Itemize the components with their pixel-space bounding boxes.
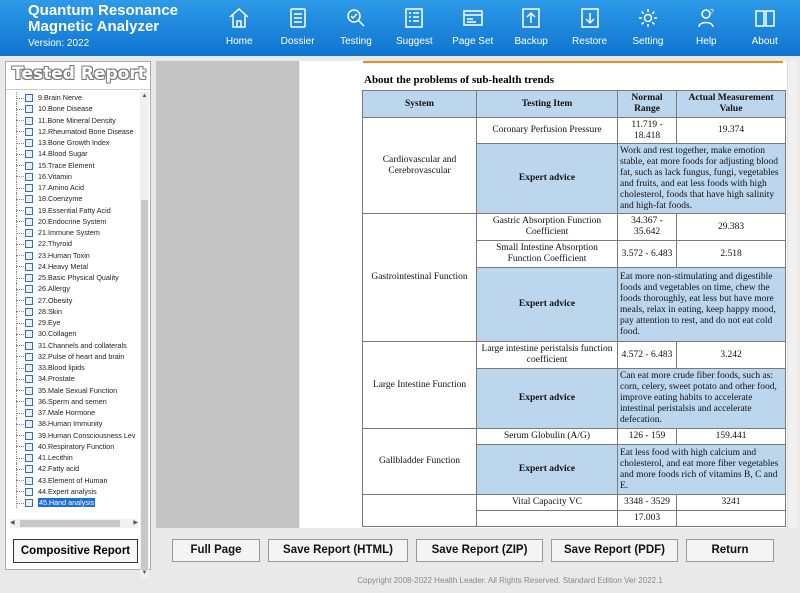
tree-item[interactable]: [10, 250, 140, 261]
tree-horizontal-scrollbar[interactable]: [10, 519, 138, 528]
scroll-down-icon[interactable]: ▼: [141, 570, 148, 576]
document-icon: [25, 117, 33, 125]
tree-connector: [16, 323, 24, 324]
tree-item-label: 43.Element of Human: [38, 475, 108, 485]
value-cell: 159.441: [677, 429, 786, 445]
nav-testing[interactable]: [327, 0, 385, 56]
full-page-button[interactable]: Full Page: [172, 539, 260, 562]
tree-item[interactable]: [10, 475, 140, 486]
tree-item[interactable]: [10, 92, 140, 103]
tree-item-label: 45.Hand analysis: [39, 498, 95, 507]
expert-advice-label: Expert advice: [477, 268, 618, 342]
table-row: [363, 429, 786, 445]
tree-item[interactable]: [10, 115, 140, 126]
document-icon: [25, 150, 33, 158]
tree-item[interactable]: [10, 306, 140, 317]
tree-connector: [16, 233, 24, 234]
range-cell: 17.003: [618, 511, 677, 527]
tree-connector: [16, 199, 24, 200]
tree-connector: [16, 221, 24, 222]
tree-item[interactable]: [10, 272, 140, 283]
system-cell: Large Intestine Function: [363, 342, 477, 429]
tree-item-label: 32.Pulse of heart and brain: [38, 351, 125, 361]
document-icon: [25, 330, 33, 338]
nav-suggest-label: Suggest: [396, 36, 433, 47]
item-cell: Small Intestine Absorption Function Coefficient: [477, 241, 618, 268]
tree-item-label: 41.Lecithin: [38, 453, 73, 462]
document-icon: [25, 342, 33, 350]
tree-item[interactable]: [10, 283, 140, 294]
nav-dossier[interactable]: [268, 0, 326, 56]
tree-item-label: 18.Coenzyme: [38, 194, 83, 204]
system-cell: Gastrointestinal Function: [363, 214, 477, 342]
report-title: About the problems of sub-health trends: [364, 74, 554, 86]
tree-connector: [16, 120, 24, 121]
tree-connector: [16, 379, 24, 380]
tree-item[interactable]: [10, 340, 140, 351]
tree-item[interactable]: [10, 295, 140, 306]
tree-item[interactable]: [10, 463, 140, 474]
table-row: [363, 342, 786, 369]
item-cell: Large intestine peristalsis function coefficient: [477, 342, 618, 369]
nav-dossier-label: Dossier: [280, 36, 315, 47]
tree-item[interactable]: [10, 238, 140, 249]
document-icon: [25, 364, 33, 372]
value-cell: 19.374: [677, 118, 786, 144]
copyright: Copyright 2008-2022 Health Leader. All Rights Reserved. Standard Edition Ver 2022.1: [357, 576, 663, 585]
tree-item-label: 37.Male Hormone: [38, 408, 96, 417]
document-icon: [25, 252, 33, 260]
app-title-line2: Magnetic Analyzer: [28, 18, 160, 35]
range-cell: 126 - 159: [618, 429, 677, 445]
tree-connector: [16, 446, 24, 447]
restore-icon: [578, 6, 602, 30]
tree-item[interactable]: [10, 137, 140, 148]
tree-item-label: 31.Channels and collaterals: [38, 340, 127, 350]
report-table: [362, 90, 786, 527]
value-cell: 3.242: [677, 342, 786, 369]
expert-advice-label: Expert advice: [477, 144, 618, 214]
main-nav: [210, 0, 794, 56]
nav-restore[interactable]: [560, 0, 618, 56]
tree-connector: [16, 266, 24, 267]
document-icon: [25, 319, 33, 327]
system-cell: Gallbladder Function: [363, 429, 477, 495]
nav-about[interactable]: [736, 0, 794, 56]
nav-setting-label: Setting: [632, 36, 664, 47]
tree-connector: [16, 109, 24, 110]
tree-connector: [16, 278, 24, 279]
tree-connector: [16, 491, 24, 492]
tree-item[interactable]: [10, 182, 140, 193]
tree-connector: [16, 356, 24, 357]
item-cell: Coronary Perfusion Pressure: [477, 118, 618, 144]
tree-item[interactable]: [10, 486, 140, 497]
range-cell: 3348 - 3529: [618, 495, 677, 511]
scroll-thumb[interactable]: [141, 200, 148, 570]
tree-item-label: 23.Human Toxin: [38, 250, 90, 260]
tree-item-label: 29.Eye: [38, 318, 61, 327]
tree-item-label: 9.Brain Nerve: [38, 93, 82, 102]
header-actual-value: Actual Measurement Value: [677, 91, 786, 118]
tree-item[interactable]: [10, 351, 140, 362]
tree-item[interactable]: [10, 148, 140, 159]
value-cell: 3241: [677, 495, 786, 511]
tree-item[interactable]: [10, 418, 140, 429]
tree-item-label: 11.Bone Mineral Density: [38, 115, 116, 125]
tree-item-label: 36.Sperm and semen: [38, 396, 107, 406]
nav-page-set-label: Page Set: [452, 36, 494, 47]
nav-help-label: Help: [696, 36, 717, 47]
document-icon: [25, 308, 33, 316]
document-icon: [25, 184, 33, 192]
document-icon: [25, 477, 33, 485]
app-title-line1: Quantum Resonance: [28, 2, 179, 19]
tree-item[interactable]: [10, 227, 140, 238]
tree-connector: [16, 255, 24, 256]
compositive-report-button[interactable]: Compositive Report: [13, 539, 138, 563]
nav-testing-label: Testing: [340, 36, 372, 47]
expert-advice-text: Can eat more crude fiber foods, such as: corn, celery, sweet potato and other food, improve eating habits to accelerate intestinal peristalsis and accelerate defecation.: [618, 369, 786, 429]
suggest-icon: [402, 6, 426, 30]
return-button[interactable]: Return: [686, 539, 774, 562]
save-html-button[interactable]: Save Report (HTML): [268, 539, 408, 562]
tree-connector: [16, 210, 24, 211]
document-icon: [25, 263, 33, 271]
nav-suggest[interactable]: [385, 0, 443, 56]
nav-backup[interactable]: [502, 0, 560, 56]
table-row: [363, 214, 786, 241]
table-header-row: [363, 91, 786, 118]
save-zip-button[interactable]: Save Report (ZIP): [416, 539, 543, 562]
scroll-left-icon[interactable]: ◀: [10, 520, 15, 526]
value-cell: [677, 511, 786, 527]
testing-icon: [344, 6, 368, 30]
value-cell: 29.383: [677, 214, 786, 241]
document-icon: [25, 162, 33, 170]
item-cell: Gastric Absorption Function Coefficient: [477, 214, 618, 241]
document-icon: [25, 207, 33, 215]
tree-item-label: 28.Skin: [38, 306, 62, 316]
item-cell: Vital Capacity VC: [477, 495, 618, 511]
range-cell: 4.572 - 6.483: [618, 342, 677, 369]
nav-restore-label: Restore: [572, 36, 608, 47]
item-cell: [477, 511, 618, 527]
document-icon: [25, 409, 33, 417]
range-cell: 34.367 - 35.642: [618, 214, 677, 241]
document-icon: [25, 274, 33, 282]
tree-item[interactable]: [10, 407, 140, 418]
tree-connector: [16, 368, 24, 369]
nav-help[interactable]: [677, 0, 735, 56]
scroll-up-icon[interactable]: ▲: [141, 93, 148, 99]
table-row: [363, 118, 786, 144]
table-row: [363, 495, 786, 511]
value-cell: 2.518: [677, 241, 786, 268]
document-icon: [25, 398, 33, 406]
tree-item-label: 38.Human Immunity: [38, 419, 103, 429]
tree-item-label: 34.Prostate: [38, 374, 75, 384]
document-icon: [25, 128, 33, 136]
document-icon: [25, 240, 33, 248]
document-icon: [25, 488, 33, 496]
tree-item-label: 15.Trace Element: [38, 160, 95, 170]
document-icon: [25, 454, 33, 462]
document-icon: [25, 432, 33, 440]
tree-item[interactable]: [10, 205, 140, 216]
tree-item-label: 40.Respiratory Function: [38, 441, 115, 451]
tree-connector: [16, 480, 24, 481]
tree-connector: [16, 143, 24, 144]
tree-item-label: 19.Essential Fatty Acid: [38, 205, 111, 215]
tree-item[interactable]: [10, 385, 140, 396]
tree-item-label: 35.Male Sexual Function: [38, 385, 118, 395]
book-icon: [753, 6, 777, 30]
help-icon: [694, 6, 718, 30]
tree-item[interactable]: [10, 261, 140, 272]
tree-item-label: 39.Human Consciousness Lev: [38, 430, 136, 440]
app-header: [0, 0, 800, 56]
report-tree: [10, 92, 140, 578]
tree-item-label: 33.Blood lipids: [38, 363, 85, 372]
expert-advice-label: Expert advice: [477, 445, 618, 495]
tree-item-label: 20.Endocrine System: [38, 216, 107, 226]
tree-item[interactable]: [10, 328, 140, 339]
tree-item-label: 25.Basic Physical Quality: [38, 273, 119, 282]
document-icon: [25, 285, 33, 293]
document-icon: [25, 297, 33, 305]
tree-connector: [16, 424, 24, 425]
tree-item[interactable]: [10, 452, 140, 463]
tree-item-label: 44.Expert analysis: [38, 486, 97, 496]
document-icon: [25, 173, 33, 181]
tree-connector: [16, 300, 24, 301]
tree-item-label: 30.Collagen: [38, 329, 77, 339]
header-normal-range: Normal Range: [618, 91, 677, 118]
tree-connector: [16, 176, 24, 177]
tree-item-label: 24.Heavy Metal: [38, 261, 88, 271]
tree-connector: [16, 503, 24, 504]
tree-connector: [16, 131, 24, 132]
dossier-icon: [286, 6, 310, 30]
tree-connector: [16, 311, 24, 312]
expert-advice-label: Expert advice: [477, 369, 618, 429]
tree-item-label: 26.Allergy: [38, 284, 70, 294]
document-icon: [25, 387, 33, 395]
tree-item-label: 21.Immune System: [38, 228, 100, 237]
tree-item[interactable]: [10, 497, 140, 508]
item-cell: Serum Globulin (A/G): [477, 429, 618, 445]
document-icon: [25, 218, 33, 226]
nav-page-set[interactable]: [444, 0, 502, 56]
save-pdf-button[interactable]: Save Report (PDF): [551, 539, 678, 562]
gear-icon: [636, 6, 660, 30]
tree-item[interactable]: [10, 441, 140, 452]
nav-backup-label: Backup: [514, 36, 548, 47]
header-testing-item: Testing Item: [477, 91, 618, 118]
tree-connector: [16, 98, 24, 99]
home-icon: [227, 6, 251, 30]
tree-connector: [16, 289, 24, 290]
document-icon: [25, 105, 33, 113]
expert-advice-text: Eat more non-stimulating and digestible foods and vegetables on time, chew the foods thoroughly, eat less but have more meals, relax in eating, keep happy mood, pay attention to rest, and do not eat cold food.: [618, 268, 786, 342]
tree-connector: [16, 345, 24, 346]
nav-home-label: Home: [225, 36, 253, 47]
tree-connector: [16, 165, 24, 166]
page-set-icon: [461, 6, 485, 30]
nav-about-label: About: [751, 36, 778, 47]
tree-item[interactable]: [10, 193, 140, 204]
document-icon: [25, 195, 33, 203]
tree-connector: [16, 413, 24, 414]
tree-item[interactable]: [10, 160, 140, 171]
document-icon: [25, 94, 33, 102]
tree-item-label: 13.Bone Growth Index: [38, 138, 110, 147]
title-rule: [363, 61, 783, 63]
tree-connector: [16, 390, 24, 391]
tree-item-label: 22.Thyroid: [38, 239, 72, 249]
tree-item-label: 17.Amino Acid: [38, 183, 84, 192]
document-icon: [25, 420, 33, 428]
tree-connector: [16, 244, 24, 245]
tree-connector: [16, 469, 24, 470]
tree-item[interactable]: [10, 216, 140, 227]
tree-item[interactable]: [10, 317, 140, 328]
backup-icon: [519, 6, 543, 30]
document-icon: [25, 375, 33, 383]
tree-connector: [16, 188, 24, 189]
document-icon: [25, 139, 33, 147]
tree-connector: [16, 458, 24, 459]
tree-item[interactable]: [10, 171, 140, 182]
range-cell: 3.572 - 6.483: [618, 241, 677, 268]
tree-item-label: 14.Blood Sugar: [38, 149, 88, 159]
system-cell: [363, 495, 477, 527]
document-icon: [25, 499, 33, 507]
panel-divider: [6, 89, 150, 90]
tree-item-label: 27.Obesity: [38, 295, 73, 305]
tree-item-label: 16.Vitamin: [38, 171, 72, 181]
document-icon: [25, 465, 33, 473]
tree-item-label: 10.Bone Disease: [38, 104, 93, 114]
app-title: [28, 3, 178, 35]
header-system: System: [363, 91, 477, 118]
tree-item[interactable]: [10, 396, 140, 407]
hscroll-thumb[interactable]: [20, 520, 120, 527]
document-icon: [25, 353, 33, 361]
tree-item-label: 12.Rheumatoid Bone Disease: [38, 126, 134, 136]
tested-report-panel: [5, 61, 151, 576]
range-cell: 11.719 - 18.418: [618, 118, 677, 144]
scroll-right-icon[interactable]: ▶: [133, 520, 138, 526]
tree-item[interactable]: [10, 373, 140, 384]
tree-item[interactable]: [10, 103, 140, 114]
app-version: Version: 2022: [28, 38, 90, 49]
tree-item[interactable]: [10, 126, 140, 137]
panel-title: Tested Report: [12, 64, 146, 84]
nav-home[interactable]: [210, 0, 268, 56]
report-view: [300, 61, 787, 528]
report-margin: [156, 61, 299, 528]
tree-connector: [16, 435, 24, 436]
svg-text:?: ?: [710, 9, 715, 16]
tree-item[interactable]: [10, 430, 140, 441]
system-cell: Cardiovascular and Cerebrovascular: [363, 118, 477, 214]
tree-connector: [16, 334, 24, 335]
expert-advice-text: Eat less food with high calcium and cholesterol, and eat more fiber vegetables and more foods rich of vitamins B, C and E.: [618, 445, 786, 495]
nav-setting[interactable]: [619, 0, 677, 56]
document-icon: [25, 229, 33, 237]
tree-item[interactable]: [10, 362, 140, 373]
expert-advice-text: Work and rest together, make emotion stable, eat more foods for adjusting blood fat, such as lack fungus, fungi, vegetables and fruits, and eat less foods with high cholesterol, foods that have high salinity and high-fat foods.: [618, 144, 786, 214]
report-scrollbar[interactable]: [787, 61, 798, 528]
tree-item-label: 42.Fatty acid: [38, 464, 80, 474]
tree-connector: [16, 154, 24, 155]
document-icon: [25, 443, 33, 451]
tree-vertical-scrollbar[interactable]: [140, 92, 149, 578]
tree-connector: [16, 401, 24, 402]
